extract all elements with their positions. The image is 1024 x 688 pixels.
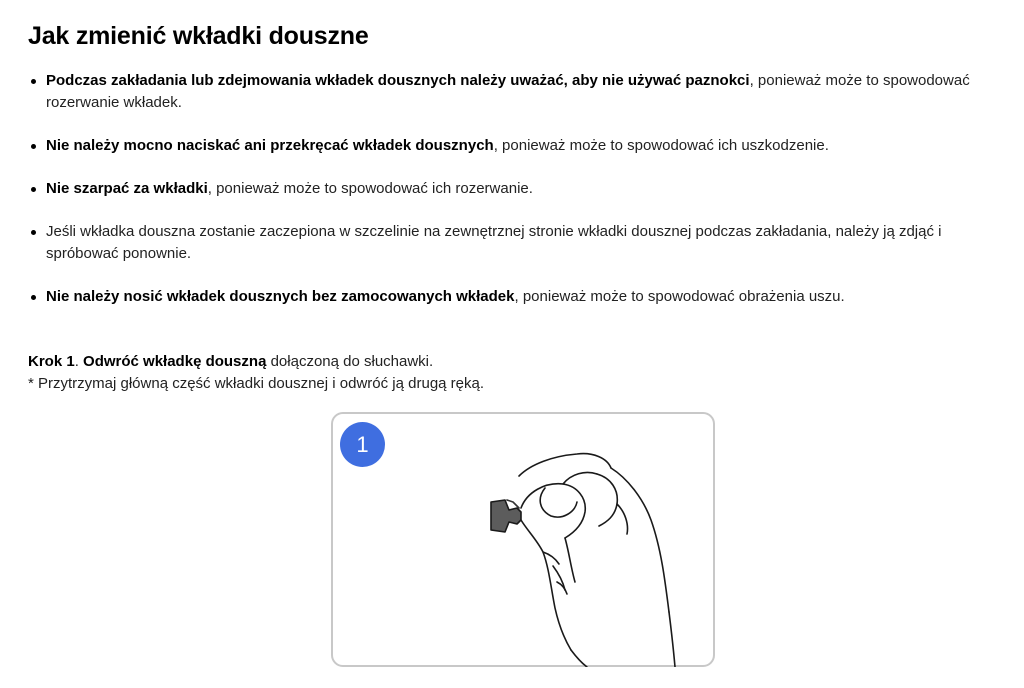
page-title: Jak zmienić wkładki douszne [28, 22, 369, 50]
list-item [28, 286, 998, 308]
bullet-text: Jeśli wkładka douszna zostanie zaczepiona w szczelinie na zewnętrznej stronie wkładki dousznej podczas zakładania, należy ją zdjąć i spróbować ponownie. [46, 223, 942, 262]
bullet-bold-text: Podczas zakładania lub zdejmowania wkładek dousznych należy uważać, aby nie używać paznokci [46, 72, 750, 89]
step-1-line [28, 351, 484, 373]
bullet-bold-text: Nie należy nosić wkładek dousznych bez zamocowanych wkładek [46, 288, 515, 305]
step-separator: . [74, 353, 84, 370]
list-item [28, 135, 998, 157]
step-label: Krok 1 [28, 353, 75, 370]
step-bold-text: Odwróć wkładkę douszną [83, 353, 267, 370]
warning-list [28, 70, 998, 329]
list-item [28, 221, 998, 265]
step-note: * Przytrzymaj główną część wkładki dousznej i odwróć ją drugą ręką. [28, 375, 485, 392]
step-number-badge: 1 [340, 422, 385, 467]
list-item [28, 70, 994, 114]
list-item [28, 178, 998, 200]
bullet-text: , ponieważ może to spowodować ich rozerwanie. [207, 180, 533, 197]
bullet-bold-text: Nie szarpać za wkładki [46, 180, 208, 197]
bullet-text: , ponieważ może to spowodować obrażenia uszu. [514, 288, 845, 305]
bullet-bold-text: Nie należy mocno naciskać ani przekręcać wkładek dousznych [46, 137, 494, 154]
hand-holding-eartip-icon [331, 412, 715, 667]
step-text: dołączoną do słuchawki. [266, 353, 434, 370]
bullet-text: , ponieważ może to spowodować ich uszkodzenie. [493, 137, 829, 154]
bullet-text: , ponieważ może to spowodować rozerwanie wkładek. [46, 72, 970, 111]
step-1-instructions [28, 351, 484, 395]
